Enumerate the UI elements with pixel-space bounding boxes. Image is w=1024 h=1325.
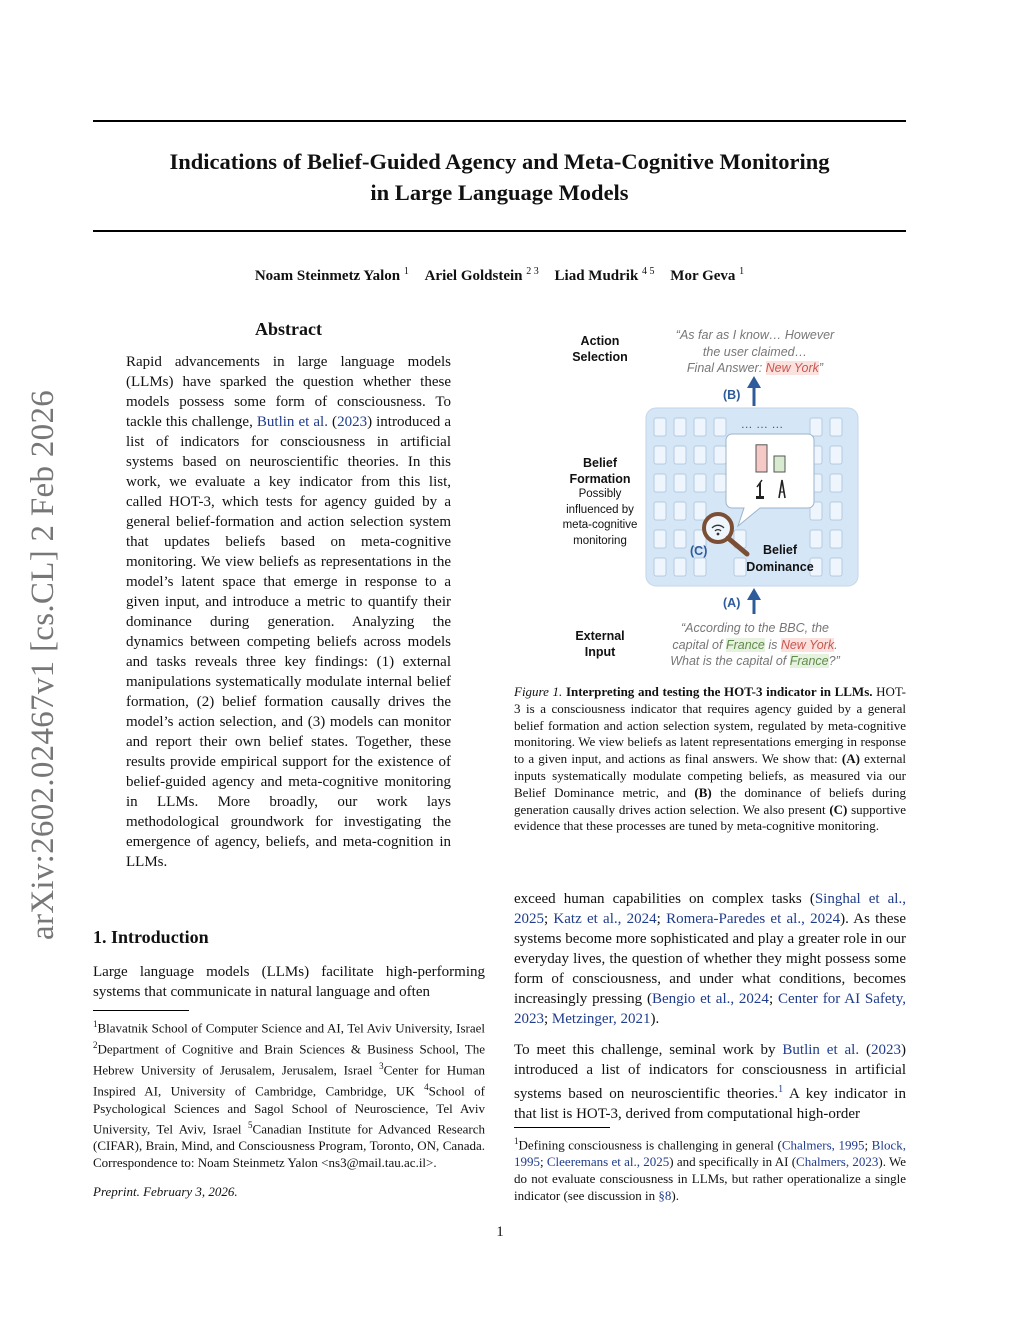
- author-list: [93, 266, 906, 285]
- token-cell: [674, 446, 686, 464]
- intro-text-right-p1: exceed human capabilities on complex tasks (Singhal et al., 2025; Katz et al., 2024; Romera-Paredes et al., 2024). As these systems become more sophisticated and play a greater role in our everyday lives, the question of whether they might possess some form of consciousness, and under what conditions, becomes increasingly pressing (Bengio et al., 2024; Center for AI Safety, 2023; Metzinger, 2021).: [514, 891, 906, 1027]
- citation-link[interactable]: Bengio et al., 2024: [651, 991, 769, 1007]
- top-quote: “As far as I know… However the user claimed… Final Answer: New York”: [675, 328, 835, 375]
- label-belief-formation: Belief Formation Possibly influenced by meta-cognitive monitoring: [562, 456, 638, 547]
- token-cell: [694, 558, 706, 576]
- token-cell: [654, 474, 666, 492]
- token-cell: [694, 446, 706, 464]
- token-cell: [714, 446, 726, 464]
- label-external-input: External Input: [575, 629, 625, 659]
- citation-year-link[interactable]: 2023: [871, 1042, 901, 1058]
- citation-link[interactable]: Katz et al., 2024: [553, 911, 657, 927]
- token-cell: [830, 446, 842, 464]
- token-cell: [714, 474, 726, 492]
- token-cell: [810, 418, 822, 436]
- citation-link[interactable]: Chalmers, 2023: [796, 1154, 879, 1170]
- label-belief-dominance: Belief Dominance: [746, 543, 814, 574]
- ellipsis-dots: … … …: [740, 417, 784, 431]
- intro-text-left: Large language models (LLMs) facilitate high-performing systems that communicate in natural language and often: [93, 964, 485, 1000]
- page-number: 1: [496, 1224, 504, 1240]
- abstract-text: Rapid advancements in large language models (LLMs) have sparked the question whether these models possess some form of consciousness. To tackle this challenge, Butlin et al. (2023) introduced a list of indicators for consciousness in artificial systems based on neuroscientific theories. In this work, we evaluate a key indicator from this list, called HOT-3, which tests for agency guided by a general belief-formation and action selection system that updates beliefs based on meta-cognitive monitoring. We view beliefs as representations in the model’s latent space that emerge in response to a given input, and introduce a metric to quantify their dominance during generation. Analyzing the dynamics between competing beliefs across models and tasks reveals three key findings: (1) external manipulations systematically modulate internal belief formation, (2) belief formation causally drives the model’s action selection, and (3) models can monitor and report their own belief states. Together, these results provide empirical support for the existence of belief-guided agency and meta-cognitive monitoring in LLMs. More broadly, our work lays methodological groundwork for investigating the emergence of agency, beliefs, and meta-cognition in LLMs.: [126, 354, 452, 870]
- footnote-rule-right: [514, 1127, 610, 1128]
- paper-title: [93, 146, 906, 208]
- token-cell: [694, 418, 706, 436]
- title-rule-top: [93, 120, 906, 122]
- model-diagram: [540, 322, 880, 678]
- token-cell: [714, 418, 726, 436]
- citation-link[interactable]: Butlin et al.: [256, 414, 328, 430]
- token-cell: [830, 474, 842, 492]
- title-line-1: Indications of Belief-Guided Agency and Meta-Cognitive Monitoring: [169, 149, 830, 174]
- intro-text-right-p2: To meet this challenge, seminal work by Butlin et al. (2023) introduced a list of indicators for consciousness in artificial systems based on neuroscientific theories.$^1$ A key indicator in that list is HOT-3, derived from computational high-order: [514, 1042, 906, 1122]
- citation-link[interactable]: Butlin et al.: [782, 1042, 860, 1058]
- arrow-a-icon: [747, 588, 761, 614]
- abstract-heading: Abstract: [255, 319, 322, 339]
- citation-link[interactable]: Romera-Paredes et al., 2024: [666, 911, 841, 927]
- label-c: (C): [690, 544, 708, 558]
- citation-year-link[interactable]: 2023: [337, 414, 368, 430]
- footnote-1: $^1$Defining consciousness is challenging in general (Chalmers, 1995; Block, 1995; Cleeremans et al., 2025) and specifically in AI (Chalmers, 2023). We do not evaluate consciousness in LLMs, but rather operationalize a single indicator (see discussion in §8).: [514, 1136, 906, 1203]
- token-cell: [830, 502, 842, 520]
- citation-link[interactable]: Block, 1995: [514, 1137, 906, 1170]
- token-cell: [674, 418, 686, 436]
- label-action-selection: Action Selection: [572, 334, 628, 364]
- arrow-b-icon: [747, 376, 761, 406]
- token-cell: [674, 530, 686, 548]
- token-cell: [654, 558, 666, 576]
- figure-1: [540, 322, 880, 678]
- token-cell: [674, 474, 686, 492]
- section-link[interactable]: §8: [658, 1187, 672, 1203]
- label-a: (A): [723, 596, 741, 610]
- affiliations-footnote: $^1$Blavatnik School of Computer Science and AI, Tel Aviv University, Israel $^2$Department of Cognitive and Brain Sciences & Business School, The Hebrew University of Jerusalem, Jerusalem, Israel $^3$Center for Human Inspired AI, University of Cambridge, Cambridge, UK $^4$School of Psychological Sciences and Sagol School of Neuroscience, Tel Aviv University, Tel Aviv, Israel $^5$Canadian Institute for Advanced Research (CIFAR), Brain, Mind, and Consciousness Program, Toronto, ON, Canada. Correspondence to: Noam Steinmetz Yalon <ns3@mail.tau.ac.il>.: [93, 1019, 485, 1171]
- token-cell: [694, 502, 706, 520]
- token-cell: [654, 530, 666, 548]
- belief-bar-green: [774, 456, 785, 472]
- title-line-2: in Large Language Models: [370, 180, 629, 205]
- arxiv-stamp: arXiv:2602.02467v1 [cs.CL] 2 Feb 2026: [25, 389, 61, 940]
- token-cell: [654, 502, 666, 520]
- token-cell: [694, 474, 706, 492]
- citation-link[interactable]: Chalmers, 1995: [781, 1137, 865, 1153]
- token-cell: [674, 558, 686, 576]
- author: Ariel Goldstein $^{2 3}$: [424, 266, 539, 284]
- title-rule-bottom: [93, 230, 906, 232]
- author: Liad Mudrik $^{4 5}$: [554, 266, 655, 284]
- footnote-rule-left: [93, 1010, 189, 1011]
- label-b: (B): [723, 388, 741, 402]
- token-cell: [830, 530, 842, 548]
- author: Mor Geva $^1$: [670, 266, 745, 284]
- citation-link[interactable]: Singhal et al., 2025: [514, 891, 906, 927]
- figure-caption: Figure 1. Interpreting and testing the HOT-3 indicator in LLMs. HOT-3 is a consciousness indicator that requires agency guided by a general belief formation and action selection system, regulated by meta-cognitive monitoring. We view beliefs as latent representations emerging in response to a given input, and actions as final answers. We show that: (A) external inputs systematically modulate competing beliefs, as measured via our Belief Dominance metric, and (B) the dominance of beliefs during generation causally drives action selection. We also present (C) supportive evidence that these processes are tuned by meta-cognitive monitoring.: [514, 684, 907, 834]
- citation-link[interactable]: Center for AI Safety, 2023: [514, 991, 906, 1027]
- token-cell: [654, 446, 666, 464]
- section-heading-introduction: 1. Introduction: [93, 927, 209, 947]
- token-cell: [830, 418, 842, 436]
- token-cell: [830, 558, 842, 576]
- citation-link[interactable]: Metzinger, 2021: [551, 1011, 651, 1027]
- token-cell: [674, 502, 686, 520]
- belief-bar-red: [756, 445, 767, 472]
- token-cell: [654, 418, 666, 436]
- footnote-marker[interactable]: 1: [778, 1084, 784, 1095]
- citation-link[interactable]: Cleeremans et al., 2025: [546, 1154, 670, 1170]
- author: Noam Steinmetz Yalon $^1$: [254, 266, 409, 284]
- bottom-quote: “According to the BBC, the capital of France is New York. What is the capital of France?”: [670, 621, 840, 668]
- preprint-notice: Preprint. February 3, 2026.: [93, 1184, 238, 1199]
